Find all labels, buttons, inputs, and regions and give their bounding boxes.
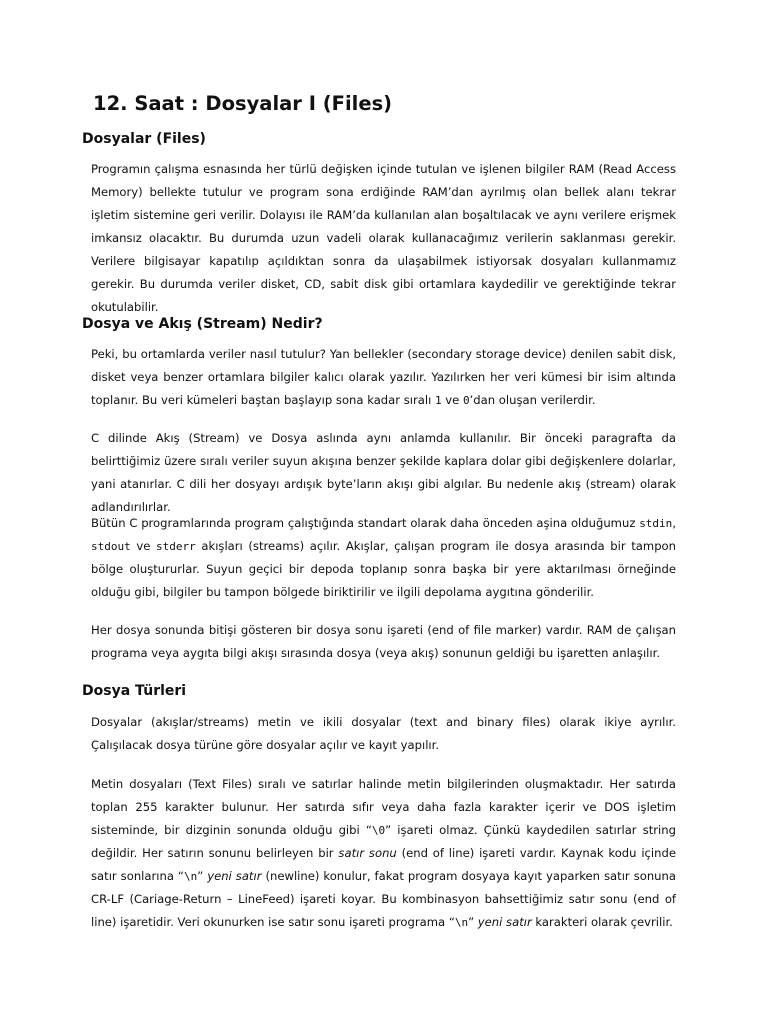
paragraph-metin-dosyalari: Metin dosyaları (Text Files) sıralı ve satırlar halinde metin bilgilerinden oluşmaktadır. Her satırda toplan 255 karakter bulunur. Her satırda sıfır veya daha fazla karakter içerir ve DOS işletim sisteminde, bir dizginin sonunda olduğu gibi “\0” işareti olmaz. Çünkü kaydedilen satırlar string değildir. Her satırın sonunu belirleyen bir satır sonu (end of line) işareti vardır. Kaynak kodu içinde satır sonlarına “\n” yeni satır (newline) konulur, fakat program dosyaya kayıt yaparken satır sonuna CR-LF (Cariage-Return – LineFeed) işareti koyar. Bu kombinasyon bahsettiğimiz satır sonu (end of line) işaretidir. Veri okunurken ise satır sonu işareti programa “\n” yeni satır karakteri olarak çevrilir. bbox=[91, 777, 676, 929]
paragraph-yan-bellekler: Peki, bu ortamlarda veriler nasıl tutulur? Yan bellekler (secondary storage device) denilen sabit disk, disket veya benzer ortamlara bilgiler kalıcı olarak yazılır. Yazılırken her veri kümesi bir isim altında toplanır. Bu veri kümeleri baştan başlayıp sona kadar sıralı 1 ve 0’dan oluşan verilerdir. bbox=[91, 347, 676, 407]
section-heading-dosya-akis: Dosya ve Akış (Stream) Nedir? bbox=[82, 316, 323, 332]
section-heading-dosya-turleri: Dosya Türleri bbox=[82, 683, 187, 699]
section-heading-dosyalar: Dosyalar (Files) bbox=[82, 131, 206, 147]
paragraph-dosya-turleri: Dosyalar (akışlar/streams) metin ve ikili dosyalar (text and binary files) olarak ikiye ayrılır. Çalışılacak dosya türüne göre dosyalar açılır ve kayıt yapılır. bbox=[91, 715, 676, 752]
paragraph-c-akis: C dilinde Akış (Stream) ve Dosya aslında aynı anlamda kullanılır. Bir önceki paragrafta da belirttiğimiz üzere sıralı veriler suyun akışına benzer şekilde kaplara dolar gibi değişkenlere dolarlar, yani atanırlar. C dili her dosyayı ardışık byte’ların akışı gibi algılar. Bu nedenle akış (stream) olarak adlandırılırlar. bbox=[91, 431, 676, 514]
paragraph-dosyalar-intro: Programın çalışma esnasında her türlü değişken içinde tutulan ve işlenen bilgiler RAM (Read Access Memory) bellekte tutulur ve program sona erdiğinde RAM’dan ayrılmış olan bellek alanı tekrar işletim sistemine geri verilir. Dolayısı ile RAM’da kullanılan alan boşaltılacak ve aynı verilere erişmek imkansız olacaktır. Bu durumda uzun vadeli olarak kullanacağımız verilerin saklanması gerekir. Verilere bilgisayar kapatılıp açıldıktan sonra da ulaşabilmek istiyorsak dosyaları kullanmamız gerekir. Bu durumda veriler disket, CD, sabit disk gibi ortamlara kaydedilir ve gerektiğinde tekrar okutulabilir. bbox=[91, 162, 676, 314]
paragraph-standart-akislar: Bütün C programlarında program çalıştığında standart olarak daha önceden aşina olduğumuz stdin, stdout ve stderr akışları (streams) açılır. Akışlar, çalışan program ile dosya arasında bir tampon bölge oluştururlar. Suyun geçici bir depoda toplanıp sonra başka bir yere aktarılması örneğinde olduğu gibi, bilgiler bu tampon bölgede biriktirilir ve ilgili depolama aygıtına gönderilir. bbox=[91, 516, 676, 599]
page-title: 12. Saat : Dosyalar I (Files) bbox=[93, 92, 393, 115]
paragraph-eof: Her dosya sonunda bitişi gösteren bir dosya sonu işareti (end of file marker) vardır. RAM de çalışan programa veya aygıta bilgi akışı sırasında dosya (veya akış) sonunun geldiği bu işaretten anlaşılır. bbox=[91, 623, 676, 660]
